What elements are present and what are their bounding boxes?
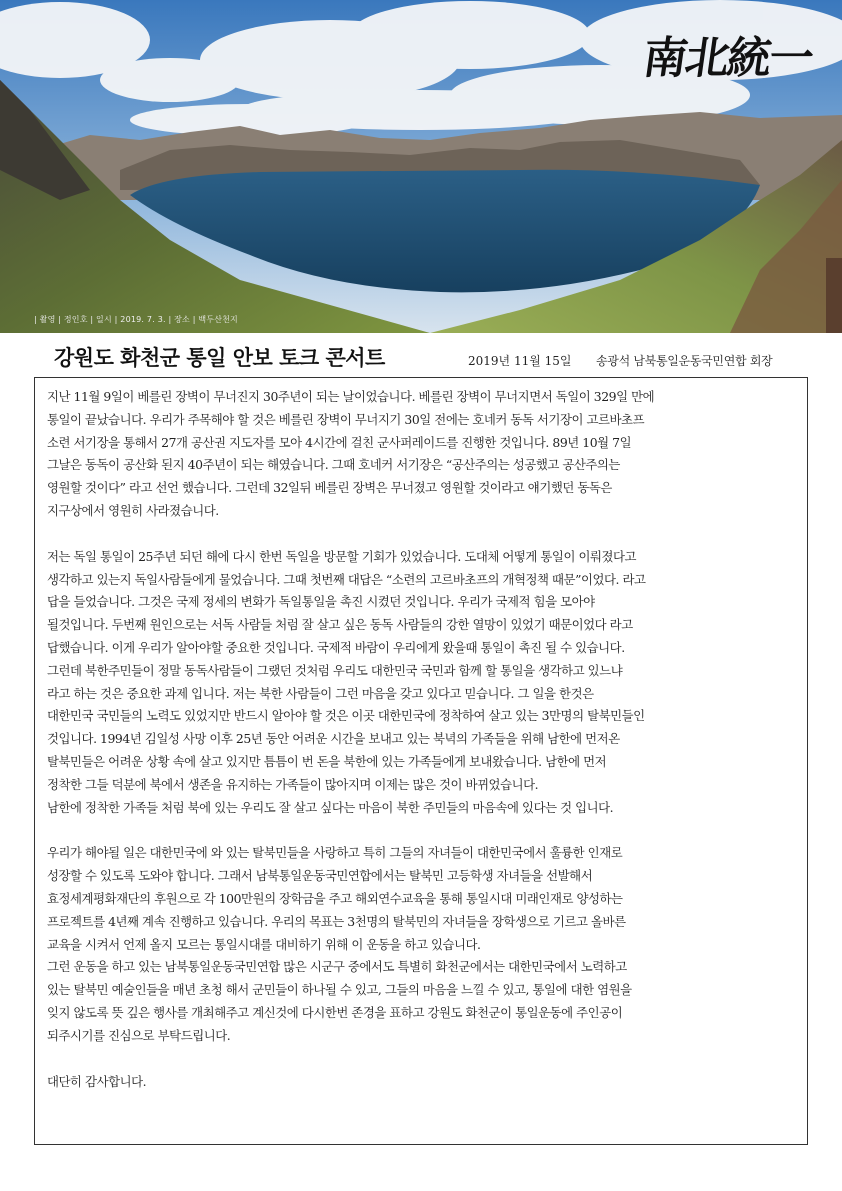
article-paragraph [47,386,797,523]
paragraph-line: 대단히 감사합니다. [47,1073,147,1089]
paragraph-line: 될것입니다. 두번째 원인으로는 서독 사람들 처럼 잘 살고 싶은 동독 사람들의 강한 열망이 있었기 때문이었다 라고 [47,617,633,633]
paragraph-line: 그런데 북한주민들이 정말 동독사람들이 그랬던 것처럼 우리도 대한민국 국민과 함께 할 통일을 생각하고 있느냐 [47,662,623,678]
author-byline: 송광석 남북통일운동국민연합 회장 [596,354,773,368]
paragraph-line: 교육을 시켜서 언제 올지 모르는 통일시대를 대비하기 위해 이 운동을 하고 있습니다. [47,936,481,952]
paragraph-line: 잊지 않도록 뜻 깊은 행사를 개최해주고 계신것에 다시한번 존경을 표하고 강원도 화천군이 통일운동에 주인공이 [47,1004,623,1020]
article-paragraph [47,546,797,820]
paragraph-line: 정착한 그들 덕분에 북에서 생존을 유지하는 가족들이 많아지며 이제는 많은 것이 바뀌었습니다. [47,776,539,792]
paragraph-line: 되주시기를 진심으로 부탁드립니다. [47,1027,231,1043]
photo-credit: | 촬영 | 정인호 | 일시 | 2019. 7. 3. | 장소 | 백두산천지 [34,315,238,324]
paragraph-line: 영원할 것이다” 라고 선언 했습니다. 그런데 32일뒤 베를린 장벽은 무너졌고 영원할 것이라고 얘기했던 동독은 [47,480,612,496]
paragraph-line: 그날은 동독이 공산화 된지 40주년이 되는 해였습니다. 그때 호네커 서기장은 “공산주의는 성공했고 공산주의는 [47,457,620,473]
article-paragraph [47,1071,797,1094]
paragraph-line: 지구상에서 영원히 사라졌습니다. [47,502,219,518]
paragraph-line: 대한민국 국민들의 노력도 있었지만 반드시 알아야 할 것은 이곳 대한민국에 정착하여 살고 있는 3만명의 탈북민들인 [47,708,645,724]
hero-photo [0,0,842,333]
paragraph-line: 답을 들었습니다. 그것은 국제 정세의 변화가 독일통일을 촉진 시켰던 것입니다. 우리가 국제적 힘을 모아야 [47,594,595,610]
paragraph-line: 우리가 해야될 일은 대한민국에 와 있는 탈북민들을 사랑하고 특히 그들의 자녀들이 대한민국에서 훌륭한 인재로 [47,845,623,861]
paragraph-line: 지난 11월 9일이 베를린 장벽이 무너진지 30주년이 되는 날이었습니다. 베를린 장벽이 무너지면서 독일이 329일 만에 [47,389,655,404]
article-paragraph [47,842,797,1047]
paragraph-line: 라고 하는 것은 중요한 과제 입니다. 저는 북한 사람들이 그런 마음을 갖고 있다고 믿습니다. 그 일을 한것은 [47,685,594,701]
paragraph-line: 소련 서기장을 통해서 27개 공산권 지도자를 모아 4시간에 걸친 군사퍼레이드를 진행한 것입니다. 89년 10월 7일 [47,434,632,450]
paragraph-line: 탈북민들은 어려운 상황 속에 살고 있지만 틈틈이 번 돈을 북한에 있는 가족들에게 보내왔습니다. 남한에 먼저 [47,753,607,769]
paragraph-line: 남한에 정착한 가족들 처럼 북에 있는 우리도 잘 살고 싶다는 마음이 북한 주민들의 마음속에 있다는 것 입니다. [47,799,614,815]
paragraph-line: 그런 운동을 하고 있는 남북통일운동국민연합 많은 시군구 중에서도 특별히 화천군에서는 대한민국에서 노력하고 [47,959,627,975]
paragraph-line: 있는 탈북민 예술인들을 매년 초청 해서 군민들이 하나될 수 있고, 그들의 마음을 느낄 수 있고, 통일에 대한 염원을 [47,982,632,998]
paragraph-line: 것입니다. 1994년 김일성 사망 이후 25년 동안 어려운 시간을 보내고 있는 북녁의 가족들을 위해 남한에 먼저온 [47,731,620,747]
paragraph-line: 생각하고 있는지 독일사람들에게 물었습니다. 그때 첫번째 대답은 “소련의 고르바초프의 개혁정책 때문”이었다. 라고 [47,571,646,587]
article-body [34,377,808,1145]
publish-date: 2019년 11월 15일 [468,354,572,368]
brand-logo: 南北統一 [639,33,815,84]
page-title: 강원도 화천군 통일 안보 토크 콘서트 [54,346,385,370]
paragraph-line: 답했습니다. 이게 우리가 알아야할 중요한 것입니다. 국제적 바람이 우리에게 왔을때 통일이 촉진 될 수 있습니다. [47,639,625,655]
paragraph-line: 프로젝트를 4년째 계속 진행하고 있습니다. 우리의 목표는 3천명의 탈북민의 자녀들을 장학생으로 기르고 올바른 [47,913,626,929]
paragraph-line: 성장할 수 있도록 도와야 합니다. 그래서 남북통일운동국민연합에서는 탈북민 고등학생 자녀들을 선발해서 [47,868,593,884]
article-header [0,340,842,374]
paragraph-line: 저는 독일 통일이 25주년 되던 해에 다시 한번 독일을 방문할 기회가 있었습니다. 도대체 어떻게 통일이 이뤄졌다고 [47,548,637,564]
paragraph-line: 효정세계평화재단의 후원으로 각 100만원의 장학금을 주고 해외연수교육을 통해 통일시대 미래인재로 양성하는 [47,890,623,906]
paragraph-line: 통일이 끝났습니다. 우리가 주목해야 할 것은 베를린 장벽이 무너지기 30일 전에는 호네커 동독 서기장이 고르바초프 [47,411,645,427]
